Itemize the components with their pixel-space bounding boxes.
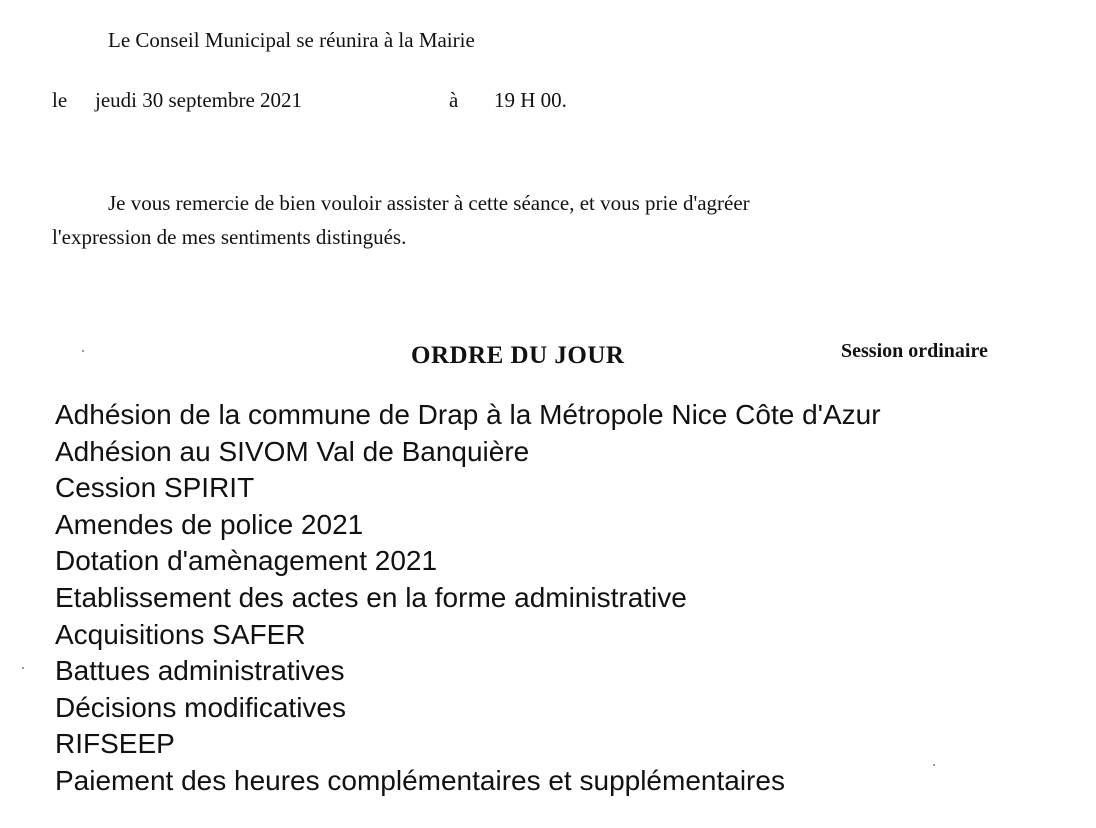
agenda-item: Décisions modificatives bbox=[55, 691, 346, 723]
meeting-date: jeudi 30 septembre 2021 bbox=[95, 88, 303, 112]
agenda-item: Paiement des heures complémentaires et supplémentaires bbox=[55, 764, 785, 796]
meeting-intro: Le Conseil Municipal se réunira à la Mairie bbox=[108, 28, 475, 52]
agenda-item: Battues administratives bbox=[55, 655, 345, 687]
agenda-item: Cession SPIRIT bbox=[55, 472, 255, 504]
agenda-item: Adhésion de la commune de Drap à la Métropole Nice Côte d'Azur bbox=[55, 399, 881, 430]
agenda-item: Acquisitions SAFER bbox=[55, 618, 306, 650]
thanks-line-2: l'expression de mes sentiments distingués. bbox=[52, 225, 407, 249]
session-type: Session ordinaire bbox=[841, 340, 988, 362]
thanks-line-1: Je vous remercie de bien vouloir assister à cette séance, et vous prie d'agréer bbox=[108, 191, 750, 215]
agenda-item: Amendes de police 2021 bbox=[55, 508, 364, 540]
agenda-item: Dotation d'amènagement 2021 bbox=[55, 545, 438, 577]
agenda-item: Etablissement des actes en la forme administrative bbox=[55, 581, 687, 613]
agenda-item: RIFSEEP bbox=[55, 728, 175, 760]
agenda-item: Adhésion au SIVOM Val de Banquière bbox=[55, 435, 530, 467]
time-prefix: à bbox=[449, 88, 459, 112]
scan-speck bbox=[82, 350, 84, 352]
date-prefix: le bbox=[52, 88, 68, 112]
scan-speck bbox=[22, 667, 24, 669]
agenda-title: ORDRE DU JOUR bbox=[411, 342, 625, 369]
meeting-time: 19 H 00. bbox=[494, 88, 567, 112]
scan-speck bbox=[933, 764, 935, 766]
agenda-list bbox=[55, 397, 881, 800]
